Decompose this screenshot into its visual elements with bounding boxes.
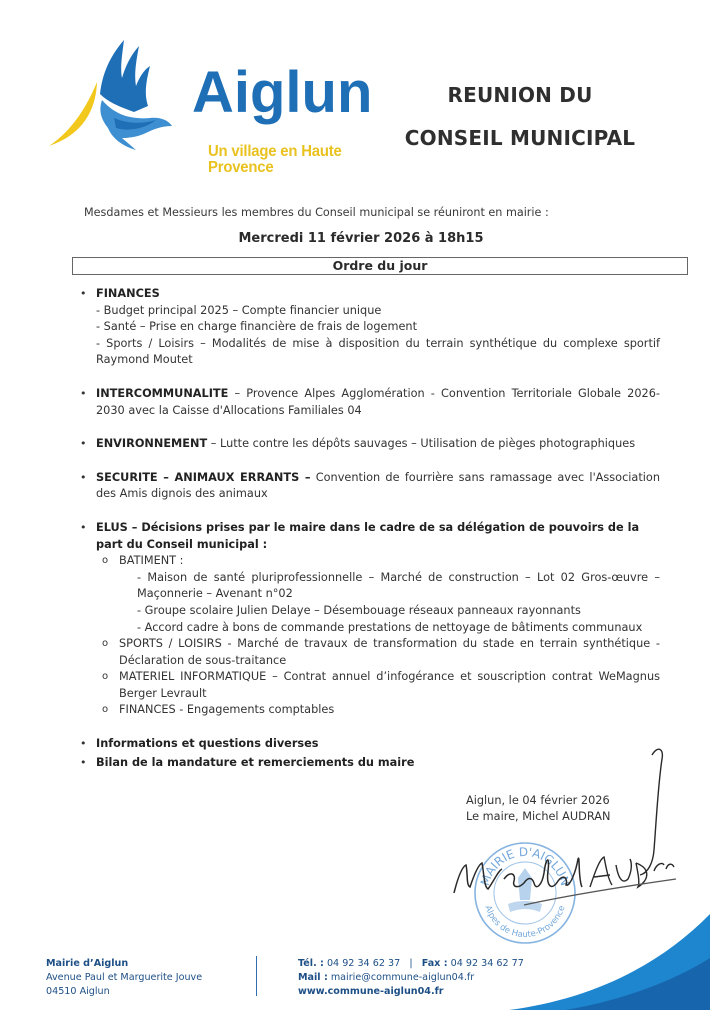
agenda-item-title: INTERCOMMUNALITE: [96, 386, 229, 400]
agenda-item-elus: [78, 520, 660, 719]
subitem-line: - Accord cadre à bons de commande prestations de nettoyage de bâtiments communaux: [137, 620, 643, 634]
contact-separator: |: [400, 958, 422, 969]
mail-label: Mail :: [298, 972, 328, 983]
subitem-label: MATERIEL INFORMATIQUE – Contrat annuel d’infogérance et souscription contrat WeMagnus Berger Levrault: [119, 670, 660, 700]
footer-wave-decoration: [505, 910, 722, 1015]
circle-bullet-icon: o: [102, 704, 109, 716]
agenda-item-title: Bilan de la mandature et remerciements du maire: [96, 755, 415, 769]
agenda-item-title: ENVIRONNEMENT: [96, 437, 208, 451]
agenda-item-text: – Lutte contre les dépôts sauvages – Utilisation de pièges photographiques: [207, 437, 636, 451]
agenda-item-intercommunalite: [78, 386, 660, 419]
aiglun-logo: [44, 34, 373, 176]
fax-label: Fax :: [421, 958, 448, 969]
agenda-item-text: – Provence Alpes Agglomération - Convention Territoriale Globale 2026-2030 avec la Caisse d'Allocations Familiales 04: [96, 386, 660, 417]
bullet-icon: •: [80, 287, 87, 300]
bullet-icon: •: [80, 520, 87, 534]
signatory: Le maire, Michel AUDRAN: [466, 810, 611, 823]
footer-contact: [298, 957, 524, 999]
eagle-icon: [44, 34, 184, 152]
agenda-list: [78, 286, 660, 771]
tel-number: 04 92 34 62 37: [323, 958, 401, 969]
bullet-icon: •: [80, 386, 87, 400]
handwritten-signature: [440, 745, 680, 925]
document-title-line1: REUNION DU: [447, 83, 593, 107]
subitem-label: SPORTS / LOISIRS - Marché de travaux de transformation du stade en terrain synthétique - Déclaration de sous-traitance: [119, 637, 660, 667]
agenda-item-environnement: [78, 436, 660, 453]
elus-subitem-batiment: [96, 553, 660, 636]
fax-number: 04 92 34 62 77: [447, 958, 524, 969]
agenda-item-title: ELUS – Décisions prises par le maire dans le cadre de sa délégation de pouvoirs de la part du Conseil municipal :: [96, 520, 640, 551]
logo-wordmark: Aiglun: [192, 60, 373, 125]
tel-label: Tél. :: [298, 958, 324, 969]
subitem-line: - Maison de santé pluriprofessionnelle – Marché de construction – Lot 02 Gros-œuvre – Maçonnerie – Avenant n°02: [137, 570, 660, 601]
footer-org-name: Mairie d’Aiglun: [46, 958, 129, 969]
agenda-item-title: SECURITE – ANIMAUX ERRANTS –: [96, 470, 311, 484]
intro-text: Mesdames et Messieurs les membres du Conseil municipal se réuniront en mairie :: [84, 206, 549, 219]
subitem-label: FINANCES - Engagements comptables: [119, 703, 335, 717]
footer-divider: [256, 956, 257, 996]
eagle-wing-shape: [100, 40, 150, 112]
footer-address-line1: Avenue Paul et Marguerite Jouve: [46, 972, 203, 983]
stamp-top-text: MAIRIE D'AIGLUN: [477, 844, 573, 888]
document-title-line2: CONSEIL MUNICIPAL: [404, 126, 636, 150]
agenda-subline: - Budget principal 2025 – Compte financier unique: [96, 303, 382, 317]
footer-address-line2: 04510 Aiglun: [46, 986, 110, 997]
circle-bullet-icon: o: [102, 555, 109, 567]
bullet-icon: •: [80, 437, 87, 451]
agenda-subline: - Sports / Loisirs – Modalités de mise à disposition du terrain synthétique du complexe sportif Raymond Moutet: [96, 336, 660, 367]
agenda-heading: Ordre du jour: [72, 257, 688, 275]
elus-subitem-finances: [96, 702, 660, 719]
subitem-label: BATIMENT :: [119, 554, 184, 568]
footer-address: [46, 957, 202, 999]
mail-address[interactable]: mairie@commune-aiglun04.fr: [327, 972, 475, 983]
place-date: Aiglun, le 04 février 2026: [466, 794, 610, 807]
logo-tagline: Un village en Haute Provence: [208, 143, 342, 176]
circle-bullet-icon: o: [102, 671, 109, 683]
website-link[interactable]: www.commune-aiglun04.fr: [298, 986, 444, 997]
agenda-item-title: FINANCES: [96, 287, 160, 300]
circle-bullet-icon: o: [102, 638, 109, 650]
agenda-item-finances: [78, 286, 660, 369]
agenda-subline: - Santé – Prise en charge financière de frais de logement: [96, 320, 418, 334]
agenda-item-title: Informations et questions diverses: [96, 737, 319, 751]
bullet-icon: •: [80, 737, 87, 751]
yellow-crescent-shape: [49, 82, 97, 146]
meeting-date: Mercredi 11 février 2026 à 18h15: [238, 231, 484, 246]
bullet-icon: •: [80, 755, 87, 769]
subitem-line: - Groupe scolaire Julien Delaye – Désembouage réseaux panneaux rayonnants: [137, 603, 581, 617]
agenda-item-text: Convention de fourrière sans ramassage avec l'Association des Amis dignois des animaux: [96, 470, 660, 501]
agenda-item-securite: [78, 470, 660, 503]
bullet-icon: •: [80, 470, 87, 484]
elus-subitem-informatique: [96, 669, 660, 702]
elus-subitem-sports: [96, 636, 660, 669]
stamp-bottom-text: Alpes de Haute-Provence: [482, 904, 568, 941]
